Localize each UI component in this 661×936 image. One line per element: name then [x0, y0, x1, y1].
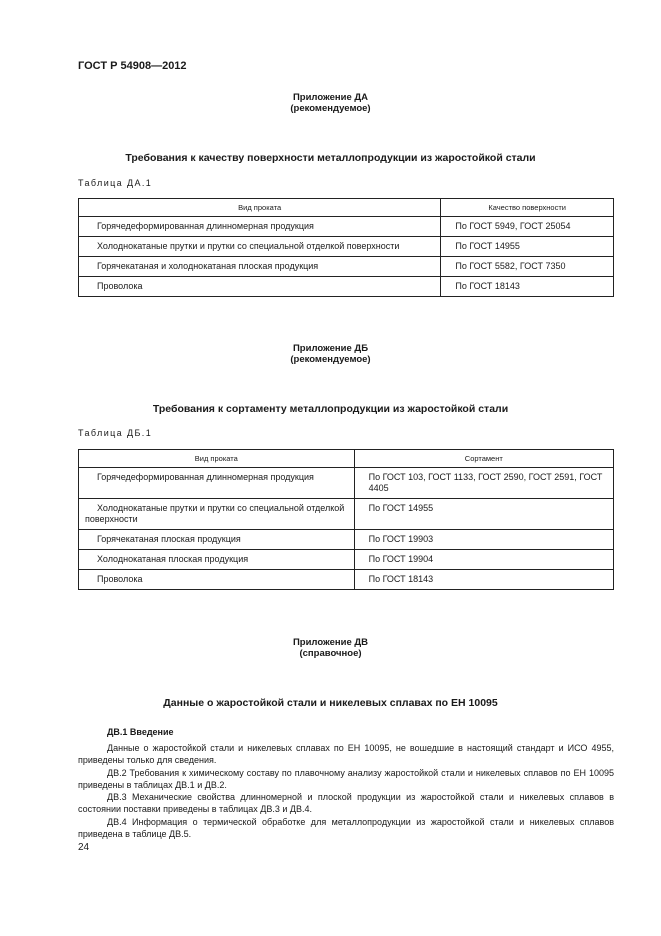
table-header-cell: Вид проката: [79, 199, 441, 217]
table-row: [79, 530, 614, 550]
document-header: ГОСТ Р 54908—2012: [78, 60, 187, 72]
appendix-da-title: Приложение ДА: [292, 92, 369, 103]
table-da1-caption: Таблица ДА.1: [78, 178, 153, 188]
table-cell: Горячедеформированная длинномерная продукция: [97, 221, 314, 231]
appendix-dv-type: (справочное): [299, 648, 362, 659]
table-da1: [78, 198, 614, 297]
paragraph: ДВ.2 Требования к химическому составу по плавочному анализу жаростойкой стали и никелевых сплавов по ЕН 10095 приведены в таблицах ДВ.1 и ДВ.2.: [78, 768, 614, 791]
table-cell: Холоднокатаные прутки и прутки со специальной отделкой поверхности: [97, 241, 400, 251]
table-cell: По ГОСТ 18143: [455, 281, 520, 291]
table-cell: По ГОСТ 18143: [368, 574, 434, 584]
paragraph: ДВ.3 Механические свойства длинномерной и плоской продукции из жаростойкой стали и никелевых сплавов в состоянии поставки приведены в таблицах ДВ.3 и ДВ.4.: [78, 792, 614, 815]
table-header-cell: Вид проката: [79, 450, 355, 468]
appendix-db-heading: Требования к сортаменту металлопродукции из жаростойкой стали: [152, 403, 509, 415]
page-number: 24: [78, 842, 90, 853]
appendix-db-title: Приложение ДБ: [292, 343, 369, 354]
appendix-dv-heading: Данные о жаростойкой стали и никелевых сплавах по ЕН 10095: [163, 697, 498, 709]
table-cell: Горячекатаная и холоднокатаная плоская продукция: [97, 261, 319, 271]
table-row: [79, 217, 614, 237]
table-cell: По ГОСТ 103, ГОСТ 1133, ГОСТ 2590, ГОСТ 2591, ГОСТ 4405: [368, 472, 603, 493]
appendix-db-type: (рекомендуемое): [290, 354, 371, 365]
table-cell: Холоднокатаная плоская продукция: [97, 554, 249, 564]
paragraph: Данные о жаростойкой стали и никелевых сплавах по ЕН 10095, не вошедшие в настоящий стандарт и ИСО 4955, приведены только для сведения.: [78, 743, 614, 766]
table-cell: Проволока: [97, 574, 143, 584]
table-cell: По ГОСТ 19904: [368, 554, 434, 564]
table-row: [79, 237, 614, 257]
table-cell: Горячедеформированная длинномерная продукция: [97, 472, 314, 482]
table-header-cell: Качество поверхности: [441, 199, 614, 217]
table-row: [79, 468, 614, 499]
section-heading: ДВ.1 Введение: [107, 727, 174, 737]
table-cell: По ГОСТ 5582, ГОСТ 7350: [455, 261, 566, 271]
table-row: [79, 499, 614, 530]
table-db1-caption: Таблица ДБ.1: [78, 428, 153, 438]
paragraph: ДВ.4 Информация о термической обработке для металлопродукции из жаростойкой стали и никелевых сплавов приведена в таблице ДВ.5.: [78, 817, 614, 840]
table-row: [79, 570, 614, 590]
table-cell: Проволока: [97, 281, 143, 291]
table-cell: По ГОСТ 5949, ГОСТ 25054: [455, 221, 571, 231]
table-row: [79, 550, 614, 570]
table-row: [79, 277, 614, 297]
appendix-da-type: (рекомендуемое): [290, 103, 371, 114]
table-row: [79, 257, 614, 277]
appendix-da-heading: Требования к качеству поверхности металлопродукции из жаростойкой стали: [125, 152, 536, 164]
table-cell: По ГОСТ 14955: [368, 503, 434, 513]
table-cell: По ГОСТ 14955: [455, 241, 520, 251]
table-db1: [78, 449, 614, 590]
table-cell: Горячекатаная плоская продукция: [97, 534, 241, 544]
appendix-dv-title: Приложение ДВ: [292, 637, 369, 648]
table-cell: Холоднокатаные прутки и прутки со специальной отделкой поверхности: [85, 503, 345, 524]
table-header-cell: Сортамент: [354, 450, 613, 468]
table-cell: По ГОСТ 19903: [368, 534, 434, 544]
